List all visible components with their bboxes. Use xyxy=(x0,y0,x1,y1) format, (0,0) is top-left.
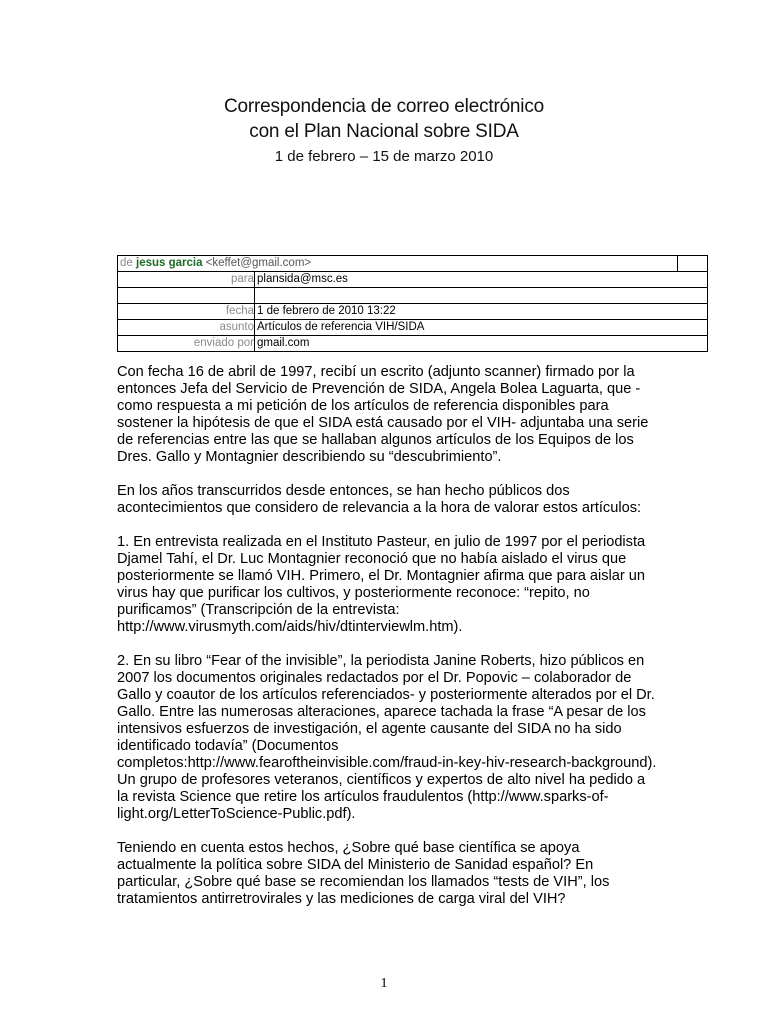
paragraph-point-1: 1. En entrevista realizada en el Instituto Pasteur, en julio de 1997 por el periodista Djamel Tahí, el Dr. Luc Montagnier reconoció que no había aislado el virus que posteriormente se llamó VIH. Primero, el Dr. Montagnier afirma que para aislar un virus hay que purificar los cultivos, y posteriormente reconoce: “repito, no purificamos” (Transcripción de la entrevista: http://www.virusmyth.com/aids/hiv/dtinterviewlm.htm). xyxy=(117,534,646,635)
email-subject-label: asunto xyxy=(118,320,255,336)
page-number: 1 xyxy=(380,976,388,991)
email-date-value: 1 de febrero de 2010 13:22 xyxy=(255,304,708,320)
paragraph-point-2: 2. En su libro “Fear of the invisible”, la periodista Janine Roberts, hizo públicos en 2007 los documentos originales redactados por el Dr. Popovic – colaborador de Gallo y coautor de los artículos referenciados- y posteriormente alterados por el Dr. Gallo. Entre las numerosas alteraciones, aparece tachada la frase “A pesar de los intensivos esfuerzos de investigación, el agente causante del SIDA no ha sido identificado todavía” (Documentos completos:http://www.fearoftheinvisible.com/fraud-in-key-hiv-research-background). Un grupo de profesores veteranos, científicos y expertos de alto nivel ha pedido a la revista Science que retire los artículos fraudulentos (http://www.sparks-of-light.org/LetterToScience-Public.pdf). xyxy=(117,653,657,822)
email-empty-row xyxy=(118,288,708,304)
paragraph-context: En los años transcurridos desde entonces, se han hecho públicos dos acontecimientos que considero de relevancia a la hora de valorar estos artículos: xyxy=(117,483,642,516)
email-sent-by-row xyxy=(118,336,708,352)
email-to-row xyxy=(118,272,708,288)
paragraph-intro: Con fecha 16 de abril de 1997, recibí un escrito (adjunto scanner) firmado por la entonces Jefa del Servicio de Prevención de SIDA, Angela Bolea Laguarta, que -como respuesta a mi petición de los artículos de referencia disponibles para sostener la hipótesis de que el SIDA está causado por el VIH- adjuntaba una serie de referencias entre las que se hallaban algunos artículos de los Equipos de los Dres. Gallo y Montagnier describiendo su “descubrimiento”. xyxy=(117,364,649,465)
document-header xyxy=(0,94,768,168)
email-date-row xyxy=(118,304,708,320)
letter-body xyxy=(117,364,657,925)
email-sent-by-value: gmail.com xyxy=(255,336,708,352)
email-from-row xyxy=(118,256,708,272)
email-date-label: fecha xyxy=(118,304,255,320)
email-to-label: para xyxy=(118,272,255,288)
email-to-value: plansida@msc.es xyxy=(255,272,708,288)
document-date-range: 1 de febrero – 15 de marzo 2010 xyxy=(274,148,494,165)
email-subject-value: Artículos de referencia VIH/SIDA xyxy=(255,320,708,336)
document-title-line-2: con el Plan Nacional sobre SIDA xyxy=(249,121,519,142)
email-from-label: de xyxy=(120,257,133,269)
email-header-table xyxy=(117,255,708,352)
paragraph-question: Teniendo en cuenta estos hechos, ¿Sobre qué base científica se apoya actualmente la política sobre SIDA del Ministerio de Sanidad español? En particular, ¿Sobre qué base se recomiendan los llamados “tests de VIH”, los tratamientos antirretrovirales y las mediciones de carga viral del VIH? xyxy=(117,840,610,907)
document-title-line-1: Correspondencia de correo electrónico xyxy=(223,96,544,117)
email-from-name: jesus garcia xyxy=(136,257,203,269)
email-sent-by-label: enviado por xyxy=(118,336,255,352)
email-subject-row xyxy=(118,320,708,336)
email-from-address: <keffet@gmail.com> xyxy=(205,257,312,269)
